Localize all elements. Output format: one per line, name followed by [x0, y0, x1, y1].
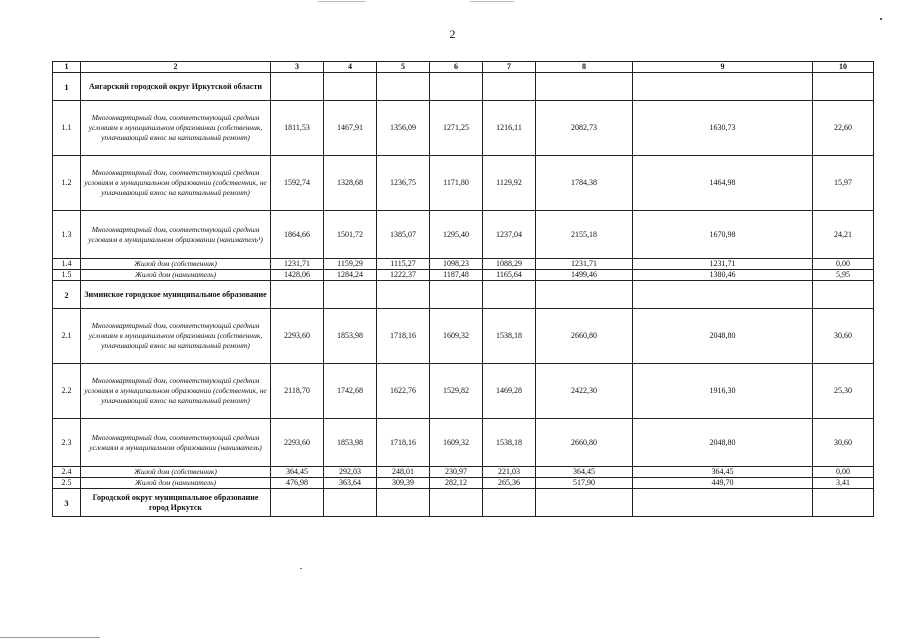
empty-cell: [536, 281, 633, 309]
value-cell: 1165,64: [483, 270, 536, 281]
table-row: [53, 478, 874, 489]
value-cell: 1718,16: [377, 419, 430, 467]
value-cell: 1222,37: [377, 270, 430, 281]
value-cell: 1464,98: [633, 156, 813, 211]
value-cell: 1501,72: [324, 211, 377, 259]
row-description: Жилой дом (наниматель): [81, 270, 271, 281]
header-row: [53, 62, 874, 73]
table-row: [53, 270, 874, 281]
column-number: 3: [271, 62, 324, 73]
row-index: 1.3: [53, 211, 81, 259]
value-cell: 1129,92: [483, 156, 536, 211]
empty-cell: [377, 489, 430, 517]
value-cell: 476,98: [271, 478, 324, 489]
empty-cell: [271, 281, 324, 309]
value-cell: 2660,80: [536, 309, 633, 364]
row-description: Жилой дом (собственник): [81, 259, 271, 270]
value-cell: 364,45: [271, 467, 324, 478]
table-row: [53, 364, 874, 419]
value-cell: 1328,68: [324, 156, 377, 211]
empty-cell: [271, 73, 324, 101]
value-cell: 30,60: [813, 419, 874, 467]
value-cell: 1216,11: [483, 101, 536, 156]
row-description: Многоквартирный дом, соответствующий средним условиям в муниципальном образовании (собственник, уплачивающий взнос на капитальный ремонт): [81, 309, 271, 364]
value-cell: 1356,09: [377, 101, 430, 156]
value-cell: 1088,29: [483, 259, 536, 270]
empty-cell: [430, 281, 483, 309]
empty-cell: [271, 489, 324, 517]
row-description: Многоквартирный дом, соответствующий средним условиям в муниципальном образовании (собственник, не уплачивающий взнос на капитальный ремонт): [81, 364, 271, 419]
value-cell: 3,41: [813, 478, 874, 489]
value-cell: 5,95: [813, 270, 874, 281]
column-number: 6: [430, 62, 483, 73]
value-cell: 363,64: [324, 478, 377, 489]
value-cell: 1231,71: [271, 259, 324, 270]
value-cell: 1231,71: [633, 259, 813, 270]
empty-cell: [377, 281, 430, 309]
value-cell: 230,97: [430, 467, 483, 478]
section-title: Городской округ муниципальное образование город Иркутск: [81, 489, 271, 517]
column-number: 7: [483, 62, 536, 73]
empty-cell: [483, 281, 536, 309]
value-cell: 1237,04: [483, 211, 536, 259]
value-cell: 1538,18: [483, 309, 536, 364]
row-index: 2.2: [53, 364, 81, 419]
value-cell: 1622,76: [377, 364, 430, 419]
value-cell: 1187,48: [430, 270, 483, 281]
empty-cell: [633, 73, 813, 101]
value-cell: 1271,25: [430, 101, 483, 156]
table-row: [53, 467, 874, 478]
value-cell: 1538,18: [483, 419, 536, 467]
table-row: [53, 259, 874, 270]
section-row: [53, 281, 874, 309]
value-cell: 1467,91: [324, 101, 377, 156]
value-cell: 1428,06: [271, 270, 324, 281]
value-cell: 2048,80: [633, 309, 813, 364]
empty-cell: [483, 489, 536, 517]
empty-cell: [633, 281, 813, 309]
value-cell: 1469,28: [483, 364, 536, 419]
empty-cell: [377, 73, 430, 101]
value-cell: 2660,80: [536, 419, 633, 467]
column-number: 2: [81, 62, 271, 73]
value-cell: 30,60: [813, 309, 874, 364]
row-index: 2.5: [53, 478, 81, 489]
value-cell: 0,00: [813, 467, 874, 478]
table-row: [53, 419, 874, 467]
table-row: [53, 101, 874, 156]
section-index: 1: [53, 73, 81, 101]
empty-cell: [536, 73, 633, 101]
row-description: Многоквартирный дом, соответствующий средним условиям в муниципальном образовании (наниматель): [81, 419, 271, 467]
value-cell: 1609,32: [430, 419, 483, 467]
value-cell: 1784,38: [536, 156, 633, 211]
value-cell: 1231,71: [536, 259, 633, 270]
value-cell: 364,45: [536, 467, 633, 478]
row-index: 2.3: [53, 419, 81, 467]
scan-artifact-mid: [300, 568, 302, 569]
scan-artifact-top-right: [470, 1, 514, 2]
value-cell: 1811,53: [271, 101, 324, 156]
row-index: 1.5: [53, 270, 81, 281]
page-number: 2: [449, 27, 456, 41]
section-title: Ангарский городской округ Иркутской области: [81, 73, 271, 101]
row-description: Многоквартирный дом, соответствующий средним условиям в муниципальном образовании (наниматель¹): [81, 211, 271, 259]
value-cell: 15,97: [813, 156, 874, 211]
value-cell: 0,00: [813, 259, 874, 270]
value-cell: 2048,80: [633, 419, 813, 467]
section-title: Зиминское городское муниципальное образование: [81, 281, 271, 309]
section-row: [53, 489, 874, 517]
column-number: 10: [813, 62, 874, 73]
row-index: 1.4: [53, 259, 81, 270]
value-cell: 2422,30: [536, 364, 633, 419]
value-cell: 2118,70: [271, 364, 324, 419]
column-number: 9: [633, 62, 813, 73]
value-cell: 1115,27: [377, 259, 430, 270]
empty-cell: [813, 281, 874, 309]
empty-cell: [813, 489, 874, 517]
row-index: 2.4: [53, 467, 81, 478]
empty-cell: [324, 73, 377, 101]
value-cell: 22,60: [813, 101, 874, 156]
value-cell: 292,03: [324, 467, 377, 478]
empty-cell: [483, 73, 536, 101]
empty-cell: [813, 73, 874, 101]
value-cell: 1742,68: [324, 364, 377, 419]
row-description: Многоквартирный дом, соответствующий средним условиям в муниципальном образовании (собственник, не уплачивающий взнос на капитальный ремонт): [81, 156, 271, 211]
empty-cell: [430, 73, 483, 101]
value-cell: 1609,32: [430, 309, 483, 364]
tariff-table: [52, 61, 874, 517]
column-number: 4: [324, 62, 377, 73]
table-row: [53, 211, 874, 259]
value-cell: 1630,73: [633, 101, 813, 156]
value-cell: 1853,98: [324, 419, 377, 467]
value-cell: 265,36: [483, 478, 536, 489]
row-description: Многоквартирный дом, соответствующий средним условиям в муниципальном образовании (собственник, уплачивающий взнос на капитальный ремонт): [81, 101, 271, 156]
value-cell: 25,30: [813, 364, 874, 419]
value-cell: 449,70: [633, 478, 813, 489]
value-cell: 2155,18: [536, 211, 633, 259]
table-row: [53, 309, 874, 364]
table-row: [53, 156, 874, 211]
value-cell: 1171,80: [430, 156, 483, 211]
value-cell: 1385,07: [377, 211, 430, 259]
value-cell: 1284,24: [324, 270, 377, 281]
section-index: 2: [53, 281, 81, 309]
empty-cell: [430, 489, 483, 517]
section-row: [53, 73, 874, 101]
scan-artifact-top: [318, 1, 366, 2]
row-index: 1.2: [53, 156, 81, 211]
value-cell: 24,21: [813, 211, 874, 259]
value-cell: 309,39: [377, 478, 430, 489]
column-number: 5: [377, 62, 430, 73]
value-cell: 221,03: [483, 467, 536, 478]
value-cell: 2293,60: [271, 309, 324, 364]
value-cell: 2082,73: [536, 101, 633, 156]
value-cell: 1098,23: [430, 259, 483, 270]
value-cell: 1159,29: [324, 259, 377, 270]
row-description: Жилой дом (собственник): [81, 467, 271, 478]
value-cell: 1916,30: [633, 364, 813, 419]
scan-artifact-bottom: [0, 637, 100, 638]
section-index: 3: [53, 489, 81, 517]
row-index: 1.1: [53, 101, 81, 156]
value-cell: 1670,98: [633, 211, 813, 259]
value-cell: 282,12: [430, 478, 483, 489]
value-cell: 1853,98: [324, 309, 377, 364]
value-cell: 1499,46: [536, 270, 633, 281]
empty-cell: [633, 489, 813, 517]
value-cell: 2293,60: [271, 419, 324, 467]
value-cell: 1592,74: [271, 156, 324, 211]
empty-cell: [324, 489, 377, 517]
empty-cell: [536, 489, 633, 517]
value-cell: 1718,16: [377, 309, 430, 364]
scan-artifact-right: [880, 18, 882, 20]
value-cell: 248,01: [377, 467, 430, 478]
column-number: 8: [536, 62, 633, 73]
value-cell: 364,45: [633, 467, 813, 478]
value-cell: 1236,75: [377, 156, 430, 211]
value-cell: 1380,46: [633, 270, 813, 281]
row-description: Жилой дом (наниматель): [81, 478, 271, 489]
value-cell: 517,90: [536, 478, 633, 489]
row-index: 2.1: [53, 309, 81, 364]
empty-cell: [324, 281, 377, 309]
value-cell: 1529,82: [430, 364, 483, 419]
value-cell: 1864,66: [271, 211, 324, 259]
column-number: 1: [53, 62, 81, 73]
value-cell: 1295,40: [430, 211, 483, 259]
